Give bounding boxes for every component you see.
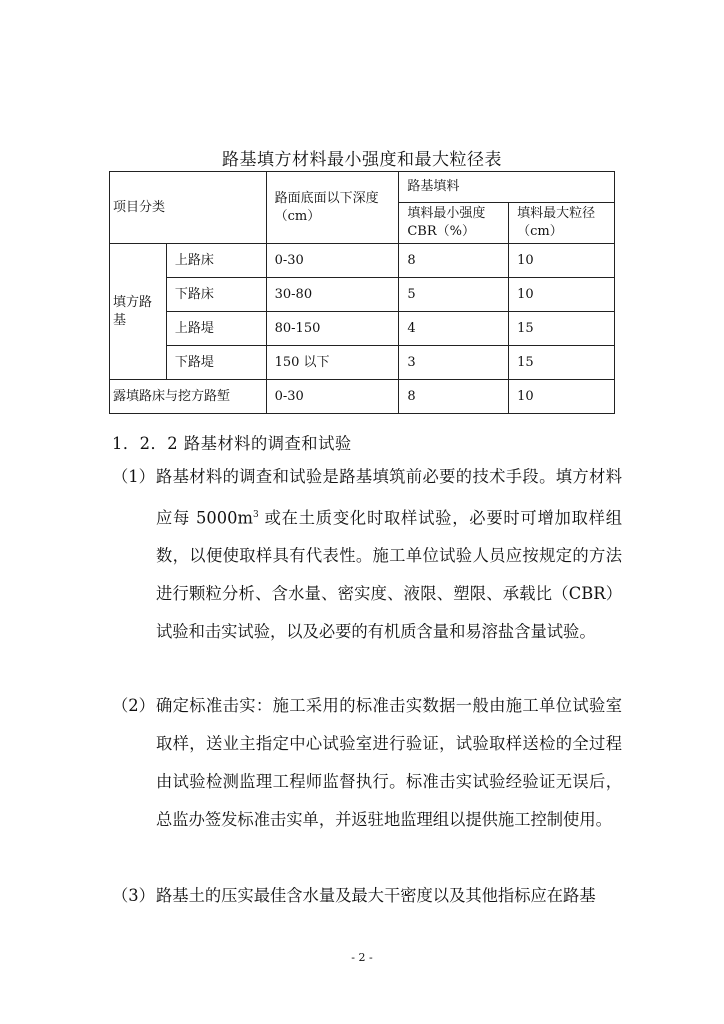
row-depth: 80-150 (266, 312, 399, 346)
row-size: 10 (509, 244, 615, 278)
list-item (112, 877, 622, 915)
table-row (110, 312, 615, 346)
item-text: 路基材料的调查和试验是路基填筑前必要的技术手段。填方材料应每 $5000m^3$ 或在土质变化时取样试验，必要时可增加取样组数，以便使取样具有代表性。施工单位试验人员应按规定的方法进行颗粒分析、含水量、密实度、液限、塑限、承载比（CBR）试验和击实试验，以及必要的有机质含量和易溶盐含量试验。 (156, 467, 622, 642)
row-name: 上路床 (166, 244, 266, 278)
header-min-strength: 填料最小强度CBR（%） (399, 203, 509, 244)
row-size: 15 (509, 312, 615, 346)
row-depth: 30-80 (266, 278, 399, 312)
row-size: 10 (509, 278, 615, 312)
row-name: 下路堤 (166, 346, 266, 380)
page-number: - 2 - (351, 951, 373, 964)
row-size: 15 (509, 346, 615, 380)
header-fill-group: 路基填料 (399, 172, 615, 203)
section-heading: 1．2．2 路基材料的调查和试验 (112, 434, 352, 453)
item-text: 确定标准击实：施工采用的标准击实数据一般由施工单位试验室取样，送业主指定中心试验室进行验证，试验取样送检的全过程由试验检测监理工程师监督执行。标准击实试验经验证无误后，总监办签发标准击实单，并返驻地监理组以提供施工控制使用。 (156, 696, 622, 829)
row-cbr: 8 (399, 380, 509, 414)
row-name: 上路堤 (166, 312, 266, 346)
row-cbr: 5 (399, 278, 509, 312)
item-number: （2） (112, 696, 155, 715)
row-cbr: 4 (399, 312, 509, 346)
row-depth: 150 以下 (266, 346, 399, 380)
table-row (110, 380, 615, 414)
row-name: 露填路床与挖方路堑 (110, 380, 267, 414)
row-cbr: 3 (399, 346, 509, 380)
header-depth: 路面底面以下深度（cm） (266, 172, 399, 244)
spec-table (109, 171, 615, 414)
table-row (110, 244, 615, 278)
header-category: 项目分类 (110, 172, 267, 244)
page-title: 路基填方材料最小强度和最大粒径表 (222, 150, 502, 170)
row-name: 下路床 (166, 278, 266, 312)
item-text: 路基土的压实最佳含水量及最大干密度以及其他指标应在路基 (156, 886, 596, 905)
table-row (110, 346, 615, 380)
row-cbr: 8 (399, 244, 509, 278)
group-label: 填方路基 (110, 244, 167, 380)
list-item (112, 687, 622, 839)
row-depth: 0-30 (266, 244, 399, 278)
table-row (110, 278, 615, 312)
list-item (112, 458, 622, 651)
header-max-size: 填料最大粒径（cm） (509, 203, 615, 244)
row-size: 10 (509, 380, 615, 414)
row-depth: 0-30 (266, 380, 399, 414)
item-number: （1） (112, 467, 155, 486)
item-number: （3） (112, 886, 155, 905)
